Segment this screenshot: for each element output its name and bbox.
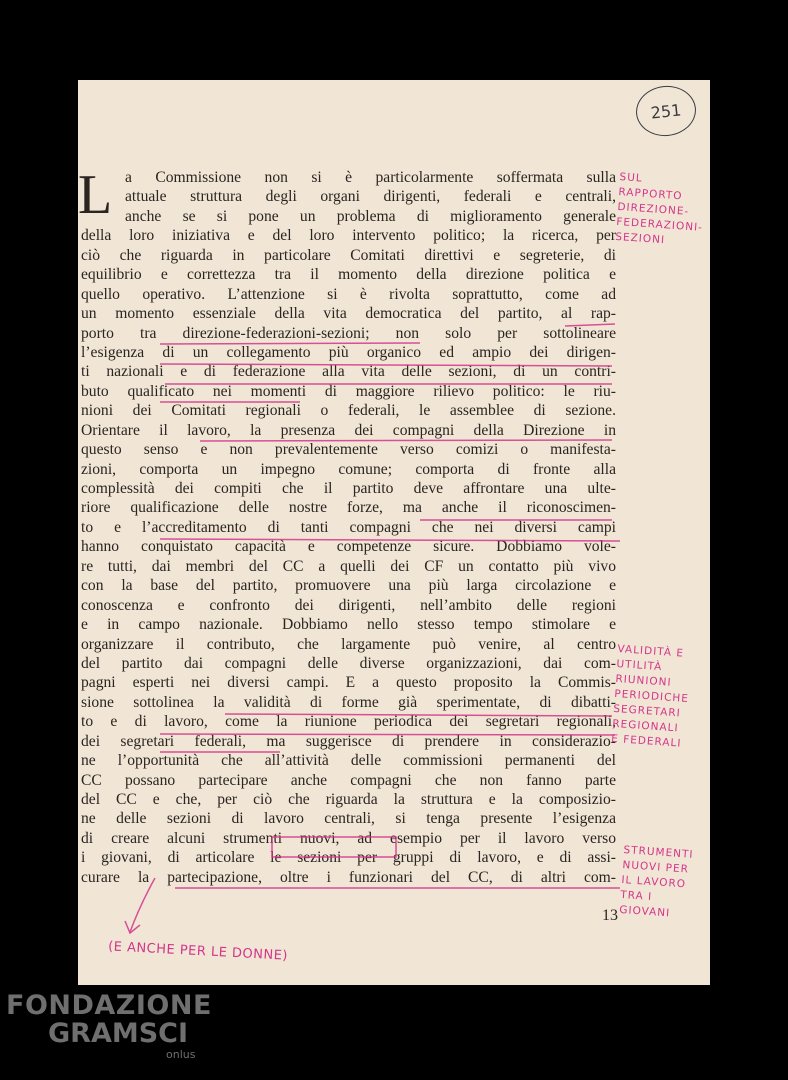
annotation-line: IL LAVORO: [621, 873, 687, 891]
text-line: re tutti, dai membri del CC a quelli dei CF un contatto più vivo: [81, 557, 616, 575]
annotation-line: DIREZIONE-: [617, 200, 690, 218]
annotation-line: E FEDERALI: [610, 732, 682, 750]
arrow-stroke: [130, 878, 155, 932]
stamp-number: 251: [649, 99, 683, 123]
text-line: ne l’opportunità che all’attività delle commissioni permanenti del: [81, 752, 616, 770]
annotation-line: REGIONALI: [611, 717, 679, 735]
annotation-line: STRUMENTI: [623, 843, 694, 861]
text-line: buto qualificato nei momenti di maggiore rilievo politico: le riu-: [81, 382, 616, 400]
underline-9: [225, 714, 612, 716]
bottom-handwritten-note: (E ANCHE PER LE DONNE): [107, 939, 289, 964]
annotation-line: UTILITÀ: [616, 657, 663, 674]
underline-6: [200, 440, 612, 441]
text-line: ne delle sezioni di lavoro centrali, si tenga presente l’esigenza: [81, 810, 616, 828]
text-line: equilibrio e correttezza tra il momento della direzione politica e: [81, 266, 616, 284]
drop-cap: L: [78, 164, 113, 226]
annotation-line: FEDERAZIONI-: [615, 215, 704, 234]
text-line: quello operativo. L’attenzione si è rivolta soprattutto, come ad: [81, 285, 616, 303]
annotation-line: NUOVI PER: [622, 858, 690, 876]
logo-line2: GRAMSCI: [48, 1018, 189, 1049]
text-line: zioni, comporta un impegno comune; comporta di fronte alla: [81, 460, 616, 478]
annotation-line: VALIDITÀ E: [617, 642, 685, 660]
annotation-line: GIOVANI: [618, 903, 671, 920]
logo-line3: onlus: [166, 1048, 196, 1061]
annotation-line: SEGRETARI: [612, 702, 682, 720]
text-line: questo senso e non prevalentemente verso comizi o manifesta-: [81, 441, 616, 459]
text-line: conoscenza e confronto dei dirigenti, nell’ambito delle regioni: [81, 596, 616, 614]
fondazione-gramsci-logo: [6, 990, 212, 1061]
text-line: i giovani, di articolare le sezioni per gruppi di lavoro, e di assi-: [81, 849, 616, 867]
text-line: dei segretari federali, ma suggerisce di prendere in considerazio-: [81, 732, 616, 750]
text-line: to e l’accreditamento di tanti compagni che nei diversi campi: [81, 518, 616, 536]
text-line: della loro iniziativa e del loro intervento politico; la ricerca, per: [81, 227, 616, 245]
text-line: di creare alcuni strumenti nuovi, ad esempio per il lavoro verso: [81, 829, 616, 847]
text-line: sione sottolinea la validità di forme già sperimentate, di dibatti-: [81, 693, 616, 711]
text-line: Orientare il lavoro, la presenza dei compagni della Direzione in: [81, 421, 616, 439]
text-line: curare la partecipazione, oltre i funzionari del CC, di altri com-: [81, 868, 616, 886]
box-strumenti: [272, 837, 396, 857]
underline-10: [160, 734, 615, 735]
underline-2: [160, 343, 420, 344]
text-line: to e di lavoro, come la riunione periodica dei segretari regionali,: [81, 713, 616, 731]
annotation-line: SEZIONI: [614, 230, 666, 247]
annotation-line: PERIODICHE: [613, 687, 690, 706]
text-line: complessità dei compiti che il partito deve affrontare una ulte-: [81, 480, 616, 497]
underline-8: [160, 539, 620, 541]
annotation-line: SUL: [619, 170, 644, 185]
text-line: un momento essenziale della vita democratica del partito, al rap-: [81, 305, 616, 323]
text-line: ciò che riguarda in particolare Comitati direttivi e segreterie, di: [81, 246, 616, 264]
text-line: pagni esperti nei diversi campi. E a questo proposito la Commis-: [81, 674, 616, 692]
text-line: hanno conquistato capacità e competenze sicure. Dobbiamo vole-: [81, 538, 616, 556]
text-line: riore qualificazione delle nostre forze, ma anche il riconoscimen-: [81, 499, 616, 517]
text-line: porto tra direzione-federazioni-sezioni; non solo per sottolineare: [81, 324, 616, 342]
text-line: anche se si pone un problema di miglioramento generale: [125, 207, 616, 225]
logo-line1: FONDAZIONE: [6, 990, 212, 1021]
annotation-line: TRA I: [619, 888, 653, 904]
text-line: a Commissione non si è particolarmente soffermata sulla: [125, 169, 616, 186]
text-line: l’esigenza di un collegamento più organico ed ampio dei dirigen-: [81, 343, 616, 361]
text-line: con la base del partito, promuovere una più larga circolazione e: [81, 577, 616, 595]
underline-1: [565, 324, 615, 326]
text-line: CC possano partecipare anche compagni che non fanno parte: [81, 771, 616, 789]
annotation-line: RAPPORTO: [618, 185, 683, 203]
text-line: attuale struttura degli organi dirigenti, federali e centrali,: [125, 188, 616, 206]
text-line: e in campo nazionale. Dobbiamo nello stesso tempo stimolare e: [81, 616, 616, 634]
page-number: 13: [602, 907, 618, 924]
text-line: del CC e che, per ciò che riguarda la struttura e la composizio-: [81, 791, 616, 808]
text-line: nioni dei Comitati regionali o federali, le assemblee di sezione.: [81, 402, 616, 420]
underline-3: [160, 364, 612, 366]
text-line: ti nazionali e di federazione alla vita delle sezioni, di un contri-: [81, 363, 616, 381]
text-line: del partito dai compagni delle diverse organizzazioni, dai com-: [81, 654, 616, 672]
text-line: organizzare il contributo, che largamente può venire, al centro: [81, 635, 616, 653]
annotation-line: RIUNIONI: [615, 672, 672, 689]
